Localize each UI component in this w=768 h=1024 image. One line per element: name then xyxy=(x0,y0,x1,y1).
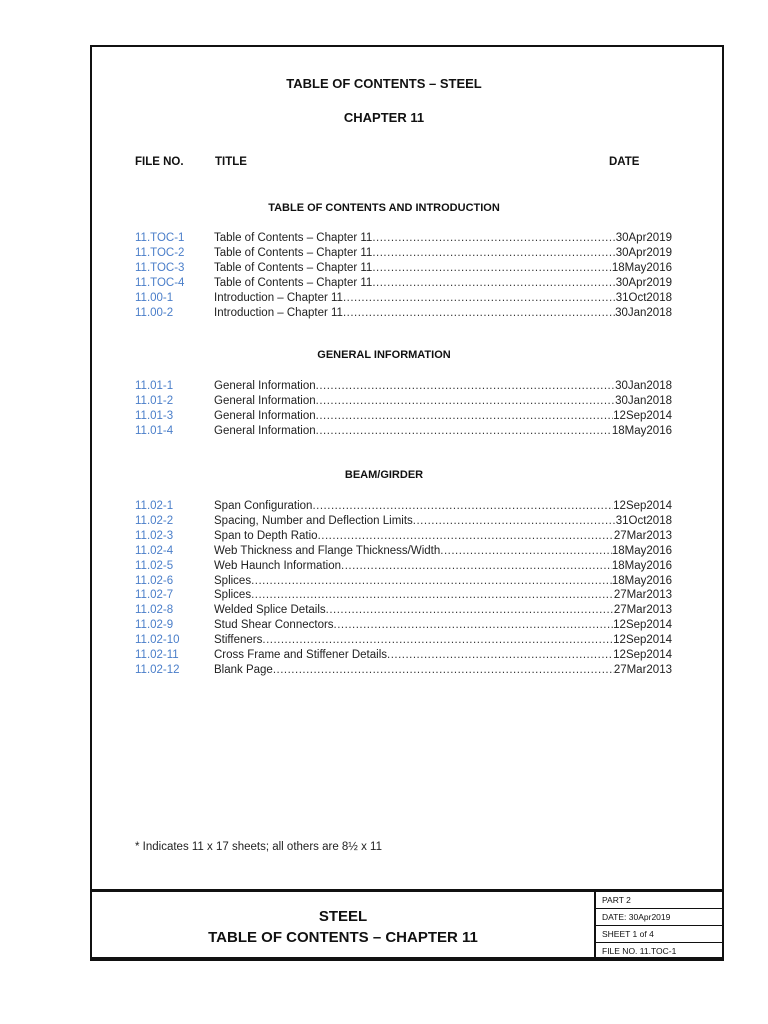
toc-row xyxy=(135,559,672,574)
entry-date: 30Jan2018 xyxy=(615,394,672,407)
entry-title: General Information xyxy=(214,394,316,407)
toc-entry xyxy=(214,544,672,559)
toc-entry xyxy=(214,633,672,648)
entry-date: 27Mar2013 xyxy=(613,529,672,542)
title-block-line1: STEEL xyxy=(318,908,368,925)
entry-date: 18May2016 xyxy=(611,559,672,572)
toc-row xyxy=(135,409,672,424)
dot-leader xyxy=(440,544,612,559)
column-header-date: DATE xyxy=(609,156,640,168)
entry-date: 12Sep2014 xyxy=(613,500,672,512)
file-number-link[interactable]: 11.02-5 xyxy=(135,559,174,572)
dot-leader xyxy=(326,603,614,618)
document-title: TABLE OF CONTENTS – STEEL xyxy=(286,76,482,91)
entry-title: Table of Contents – Chapter 11 xyxy=(214,261,373,274)
section-heading: GENERAL INFORMATION xyxy=(317,349,451,361)
entry-date: 12Sep2014 xyxy=(613,634,672,647)
dot-leader xyxy=(372,276,615,291)
dot-leader xyxy=(273,663,614,678)
entry-date: 27Mar2013 xyxy=(613,604,672,617)
dot-leader xyxy=(318,529,614,544)
file-number-link[interactable]: 11.TOC-3 xyxy=(135,261,185,274)
entry-date: 18May2016 xyxy=(611,544,672,557)
entry-title: Blank Page xyxy=(214,663,273,676)
entry-date: 12Sep2014 xyxy=(613,619,672,632)
entry-title: Span Configuration xyxy=(214,500,313,512)
file-number-link[interactable]: 11.00-2 xyxy=(135,306,174,319)
file-number-link[interactable]: 11.02-3 xyxy=(135,529,174,542)
column-header-file-no: FILE NO. xyxy=(135,156,184,168)
entry-title: General Information xyxy=(214,409,316,422)
toc-row xyxy=(135,618,672,633)
entry-date: 27Mar2013 xyxy=(613,663,672,676)
entry-date: 18May2016 xyxy=(611,574,672,587)
dot-leader xyxy=(316,409,614,424)
title-block-sheet: SHEET 1 of 4 xyxy=(596,926,722,943)
entry-date: 30Jan2018 xyxy=(615,380,672,392)
toc-entry xyxy=(214,648,672,663)
toc-row xyxy=(135,276,672,291)
entry-date: 30Apr2019 xyxy=(615,232,672,244)
toc-entry xyxy=(214,291,672,306)
toc-entry xyxy=(214,618,672,633)
entry-date: 30Apr2019 xyxy=(615,276,672,289)
file-number-link[interactable]: 11.01-4 xyxy=(135,424,174,437)
toc-row xyxy=(135,499,672,514)
entry-title: Web Haunch Information xyxy=(214,559,341,572)
entry-title: Table of Contents – Chapter 11 xyxy=(214,276,373,289)
file-number-link[interactable]: 11.TOC-4 xyxy=(135,276,185,289)
toc-entry xyxy=(214,588,672,603)
toc-row xyxy=(135,261,672,276)
title-block-date: DATE: 30Apr2019 xyxy=(596,909,722,926)
title-block-info xyxy=(596,892,722,959)
file-number-link[interactable]: 11.TOC-2 xyxy=(135,246,185,259)
file-number-link[interactable]: 11.02-4 xyxy=(135,544,174,557)
toc-row xyxy=(135,648,672,663)
entry-title: Stud Shear Connectors xyxy=(214,619,334,632)
file-number-link[interactable]: 11.02-6 xyxy=(135,574,174,587)
dot-leader xyxy=(316,424,612,439)
toc-row xyxy=(135,394,672,409)
file-number-link[interactable]: 11.02-10 xyxy=(135,634,180,647)
file-number-link[interactable]: 11.TOC-1 xyxy=(135,232,185,244)
toc-row xyxy=(135,306,672,321)
file-number-link[interactable]: 11.02-1 xyxy=(135,500,174,512)
toc-entry xyxy=(214,663,672,678)
section-heading: BEAM/GIRDER xyxy=(344,469,424,481)
entry-title: Web Thickness and Flange Thickness/Width xyxy=(214,544,441,557)
dot-leader xyxy=(334,618,614,633)
toc-row xyxy=(135,529,672,544)
toc-entry xyxy=(214,409,672,424)
toc-entry xyxy=(214,246,672,261)
toc-entry xyxy=(214,424,672,439)
toc-row xyxy=(135,663,672,678)
footnote: * Indicates 11 x 17 sheets; all others are 8½ x 11 xyxy=(135,841,382,853)
entry-date: 12Sep2014 xyxy=(613,409,672,422)
entry-title: Introduction – Chapter 11 xyxy=(214,306,343,319)
dot-leader xyxy=(372,261,612,276)
dot-leader xyxy=(343,306,615,321)
file-number-link[interactable]: 11.02-9 xyxy=(135,619,174,632)
dot-leader xyxy=(262,633,613,648)
toc-entry xyxy=(214,306,672,321)
dot-leader xyxy=(316,379,615,394)
entry-date: 12Sep2014 xyxy=(613,649,672,661)
toc-entry xyxy=(214,394,672,409)
toc-row xyxy=(135,231,672,246)
file-number-link[interactable]: 11.01-1 xyxy=(135,380,174,392)
entry-title: Splices xyxy=(214,574,252,587)
entry-date: 31Oct2018 xyxy=(615,514,672,527)
title-block-line2: TABLE OF CONTENTS – CHAPTER 11 xyxy=(208,929,478,946)
file-number-link[interactable]: 11.02-2 xyxy=(135,514,174,527)
toc-row xyxy=(135,379,672,394)
toc-entry xyxy=(214,514,672,529)
toc-entry xyxy=(214,603,672,618)
file-number-link[interactable]: 11.02-7 xyxy=(135,589,174,602)
entry-date: 18May2016 xyxy=(611,261,672,274)
toc-row xyxy=(135,633,672,648)
toc-entry xyxy=(214,499,672,514)
dot-leader xyxy=(387,648,613,663)
toc-row xyxy=(135,603,672,618)
dot-leader xyxy=(343,291,616,306)
entry-title: Introduction – Chapter 11 xyxy=(214,291,343,304)
toc-row xyxy=(135,424,672,439)
dot-leader xyxy=(251,574,612,589)
title-block xyxy=(90,889,724,961)
entry-date: 18May2016 xyxy=(611,424,672,437)
dot-leader xyxy=(251,588,614,603)
entry-title: Table of Contents – Chapter 11 xyxy=(214,246,373,259)
entry-date: 30Apr2019 xyxy=(615,246,672,259)
toc-entry xyxy=(214,559,672,574)
entry-title: Welded Splice Details xyxy=(214,604,326,617)
toc-row xyxy=(135,291,672,306)
entry-title: Spacing, Number and Deflection Limits xyxy=(214,514,413,527)
toc-row xyxy=(135,588,672,603)
file-number-link[interactable]: 11.02-11 xyxy=(135,649,179,661)
dot-leader xyxy=(341,559,612,574)
dot-leader xyxy=(316,394,615,409)
file-number-link[interactable]: 11.00-1 xyxy=(135,291,174,304)
toc-entry xyxy=(214,529,672,544)
entry-date: 27Mar2013 xyxy=(613,589,672,602)
toc-entry xyxy=(214,231,672,246)
entry-title: Table of Contents – Chapter 11 xyxy=(214,232,373,244)
toc-row xyxy=(135,514,672,529)
file-number-link[interactable]: 11.01-2 xyxy=(135,394,174,407)
entry-date: 30Jan2018 xyxy=(615,306,672,319)
entry-date: 31Oct2018 xyxy=(615,291,672,304)
file-number-link[interactable]: 11.02-12 xyxy=(135,663,180,676)
chapter-title: CHAPTER 11 xyxy=(343,110,425,125)
column-header-title: TITLE xyxy=(215,156,247,168)
toc-entry xyxy=(214,574,672,589)
entry-title: Stiffeners xyxy=(214,634,263,647)
title-block-main xyxy=(92,892,596,959)
dot-leader xyxy=(372,246,615,261)
toc-row xyxy=(135,246,672,261)
toc-entry xyxy=(214,261,672,276)
dot-leader xyxy=(413,514,616,529)
title-block-file-no: FILE NO. 11.TOC-1 xyxy=(602,946,677,956)
entry-title: General Information xyxy=(214,380,316,392)
file-number-link[interactable]: 11.01-3 xyxy=(135,409,174,422)
toc-row xyxy=(135,574,672,589)
entry-title: Span to Depth Ratio xyxy=(214,529,318,542)
entry-title: Cross Frame and Stiffener Details xyxy=(214,649,387,661)
title-block-part: PART 2 xyxy=(596,892,722,909)
section-heading: TABLE OF CONTENTS AND INTRODUCTION xyxy=(268,202,500,214)
file-number-link[interactable]: 11.02-8 xyxy=(135,604,174,617)
dot-leader xyxy=(372,231,615,246)
dot-leader xyxy=(312,499,613,514)
entry-title: Splices xyxy=(214,589,252,602)
toc-entry xyxy=(214,379,672,394)
entry-title: General Information xyxy=(214,424,316,437)
toc-row xyxy=(135,544,672,559)
toc-entry xyxy=(214,276,672,291)
